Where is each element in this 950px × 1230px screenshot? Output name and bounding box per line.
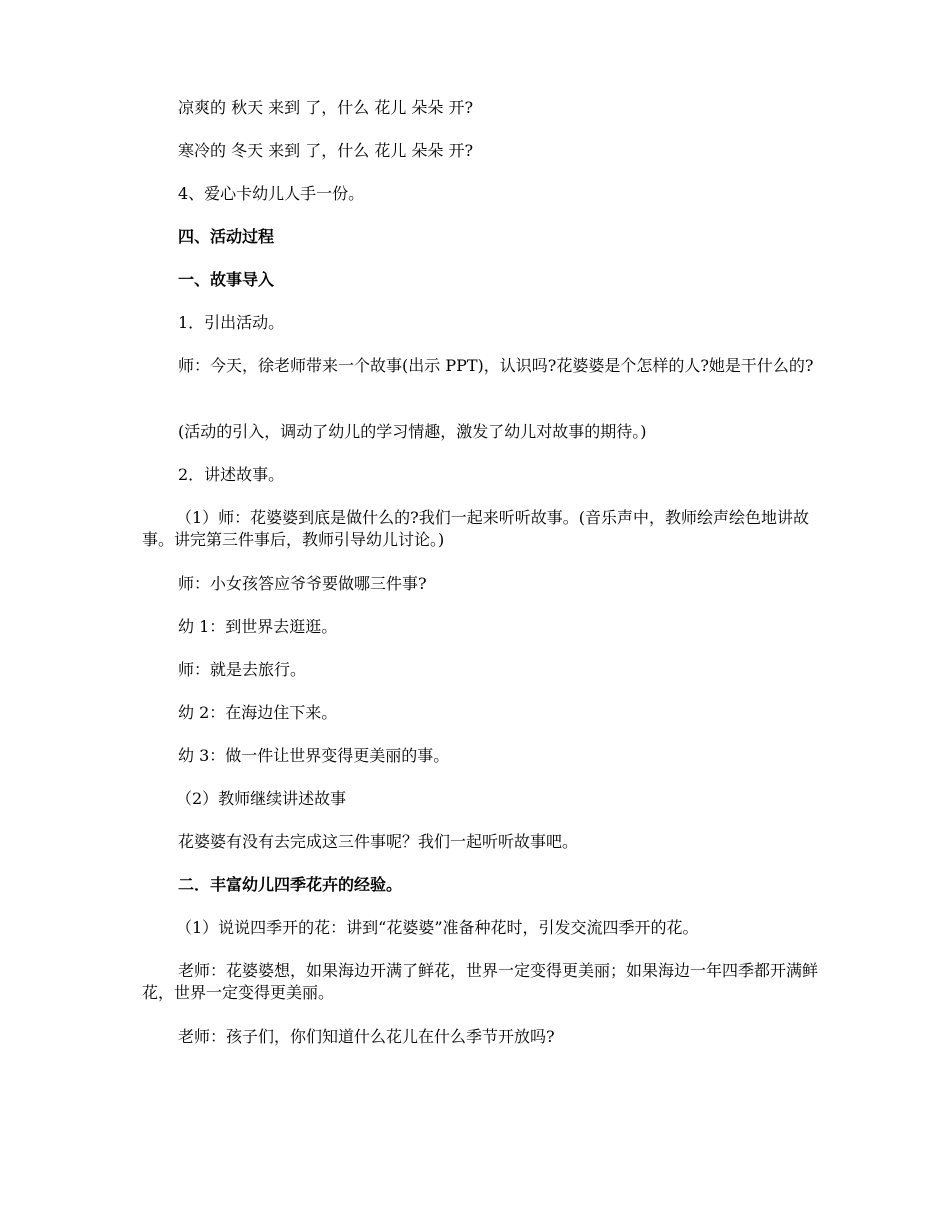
paragraph-teacher-question-season: 老师：孩子们，你们知道什么花儿在什么季节开放吗? (178, 1027, 555, 1046)
paragraph-intro-note: (活动的引入，调动了幼儿的学习情趣，激发了幼儿对故事的期待。) (178, 422, 647, 441)
heading-four-seasons-flowers: 二．丰富幼儿四季花卉的经验。 (178, 875, 403, 894)
paragraph-child-2: 幼 2：在海边住下来。 (178, 703, 338, 722)
paragraph-continue-story: （2）教师继续讲述故事 (176, 789, 347, 808)
paragraph-child-1: 幼 1：到世界去逛逛。 (178, 617, 338, 636)
paragraph-winter-line: 寒冷的 冬天 来到 了，什么 花儿 朵朵 开? (178, 141, 474, 160)
paragraph-lead-activity: 1．引出活动。 (178, 313, 285, 332)
paragraph-tell-story: 2．讲述故事。 (178, 465, 285, 484)
paragraph-teacher-question-1: （1）师：花婆婆到底是做什么的?我们一起来听听故事。(音乐声中，教师绘声绘色地讲故事。讲完第三件事后，教师引导幼儿讨论。) (142, 508, 810, 549)
paragraph-season-flowers: （1）说说四季开的花：讲到“花婆婆”准备种花时，引发交流四季开的花。 (176, 918, 699, 937)
paragraph-teacher-intro: 师：今天，徐老师带来一个故事(出示 PPT)，认识吗?花婆婆是个怎样的人?她是干什么的? (178, 356, 814, 375)
heading-story-intro: 一、故事导入 (178, 270, 275, 289)
paragraph-three-things-question: 师：小女孩答应爷爷要做哪三件事? (178, 574, 427, 593)
paragraph-teacher-seaside: 老师：花婆婆想，如果海边开满了鲜花，世界一定变得更美丽；如果海边一年四季都开满鲜花，世界一定变得更美丽。 (142, 961, 819, 1002)
paragraph-teacher-travel: 师：就是去旅行。 (178, 660, 307, 679)
paragraph-listen-story: 花婆婆有没有去完成这三件事呢？我们一起听听故事吧。 (178, 832, 579, 851)
paragraph-autumn-line: 凉爽的 秋天 来到 了，什么 花儿 朵朵 开? (178, 98, 474, 117)
paragraph-love-card: 4、爱心卡幼儿人手一份。 (178, 184, 365, 203)
heading-activity-process: 四、活动过程 (178, 227, 275, 246)
paragraph-child-3: 幼 3：做一件让世界变得更美丽的事。 (178, 746, 450, 765)
